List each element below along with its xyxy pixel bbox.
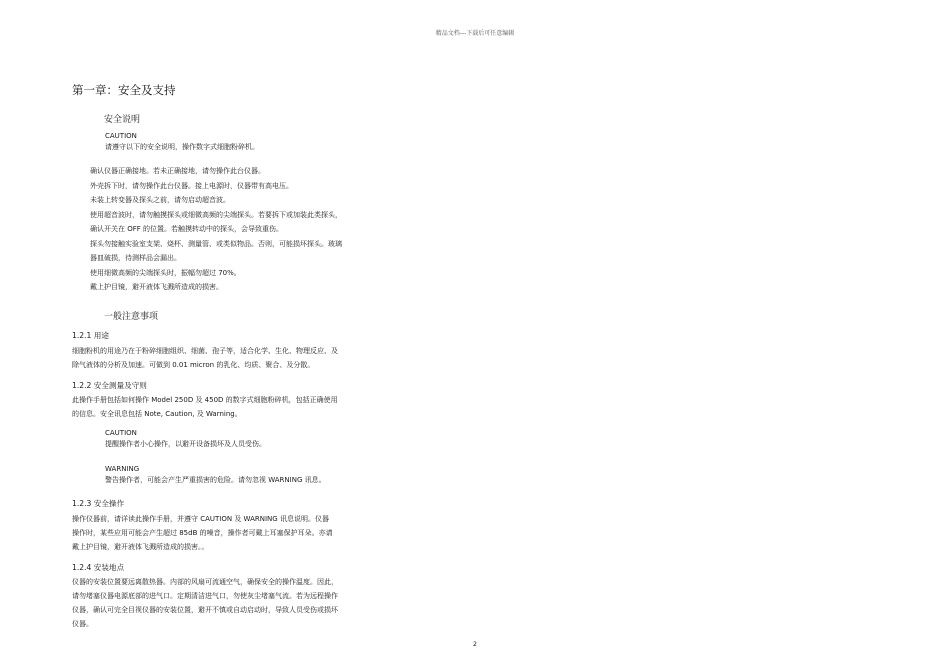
paragraph-line: 仪器。 xyxy=(72,620,93,628)
chapter-title: 第一章：安全及支持 xyxy=(72,83,176,97)
paragraph-line: 戴上护目镜，避开液体飞溅所造成的损害。。 xyxy=(72,543,209,551)
paragraph-line: 此操作手册包括如何操作 Model 250D 及 450D 的数字式细胞粉碎机，包括正确使用 xyxy=(72,396,338,404)
list-item: 确认开关在 OFF 的位置。若触摸转动中的探头，会导致重伤。 xyxy=(90,225,284,233)
list-item: 使用超音波时，请勿触摸探头或细微高频的尖端探头。若要拆下或加装此类探头， xyxy=(90,211,342,219)
list-item: 探头勿接触实验室支架、烧杯、测量管、或类似物品。否则，可能损坏探头。玻璃 xyxy=(90,240,342,248)
section-1-2-3-title: 1.2.3 安全操作 xyxy=(72,499,125,508)
list-item: 戴上护目镜，避开液体飞溅所造成的损害。 xyxy=(90,283,223,291)
general-heading: 一般注意事项 xyxy=(104,312,159,322)
page-number: 2 xyxy=(472,640,478,648)
page-header-note: 精品文档---下载后可任意编辑 xyxy=(435,30,515,37)
paragraph-line: 操作仪器前，请详读此操作手册，并遵守 CAUTION 及 WARNING 讯息说明。仪器 xyxy=(72,515,329,523)
section-1-2-2-title: 1.2.2 安全测量及守则 xyxy=(72,381,147,390)
caution-label: CAUTION xyxy=(105,429,137,437)
safety-heading: 安全说明 xyxy=(104,115,141,125)
paragraph-line: 仪器，确认可完全目视仪器的安装位置，避开不慎或自动启动时，导致人员受伤或损坏 xyxy=(72,606,338,614)
list-item: 器皿破损，待测样品会漏出。 xyxy=(90,254,181,262)
paragraph-line: 操作时，某些应用可能会产生超过 85dB 的噪音，操作者可戴上耳塞保护耳朵。亦请 xyxy=(72,529,333,537)
safety-caution-label: CAUTION xyxy=(105,132,137,140)
list-item: 使用细微高频的尖端探头时，振幅勿超过 70%。 xyxy=(90,269,241,277)
paragraph-line: 的信息。安全讯息包括 Note, Caution, 及 Warning。 xyxy=(72,410,242,418)
list-item: 外壳拆下时，请勿操作此台仪器。接上电源时，仪器带有高电压。 xyxy=(90,182,293,190)
section-1-2-4-title: 1.2.4 安装地点 xyxy=(72,563,125,572)
warning-text: 警告操作者，可能会产生严重损害的危险。请勿忽视 WARNING 讯息。 xyxy=(105,476,326,484)
list-item: 未装上转变器及探头之前，请勿启动超音波。 xyxy=(90,196,230,204)
paragraph-line: 请勿堵塞仪器电源底部的进气口。定期清洁进气口，勿使灰尘堵塞气流。若为远程操作 xyxy=(72,592,338,600)
warning-label: WARNING xyxy=(105,465,140,473)
paragraph-line: 仪器的安装位置要远离散热器。内部的风扇可流通空气，确保安全的操作温度。因此， xyxy=(72,578,338,586)
list-item: 确认仪器正确接地。若未正确接地，请勿操作此台仪器。 xyxy=(90,167,265,175)
safety-caution-text: 请遵守以下的安全说明，操作数字式细胞粉碎机。 xyxy=(105,143,259,151)
paragraph-line: 除气液体的分析及加速。可做到 0.01 micron 的乳化、均质、聚合、及分散。 xyxy=(72,361,315,369)
section-1-2-1-title: 1.2.1 用途 xyxy=(72,331,109,340)
caution-text: 提醒操作者小心操作，以避开设备损坏及人员受伤。 xyxy=(105,440,266,448)
paragraph-line: 细胞粉机的用途乃在于粉碎细胞组织、细菌、孢子等，适合化学、生化、物理反应、及 xyxy=(72,347,338,355)
